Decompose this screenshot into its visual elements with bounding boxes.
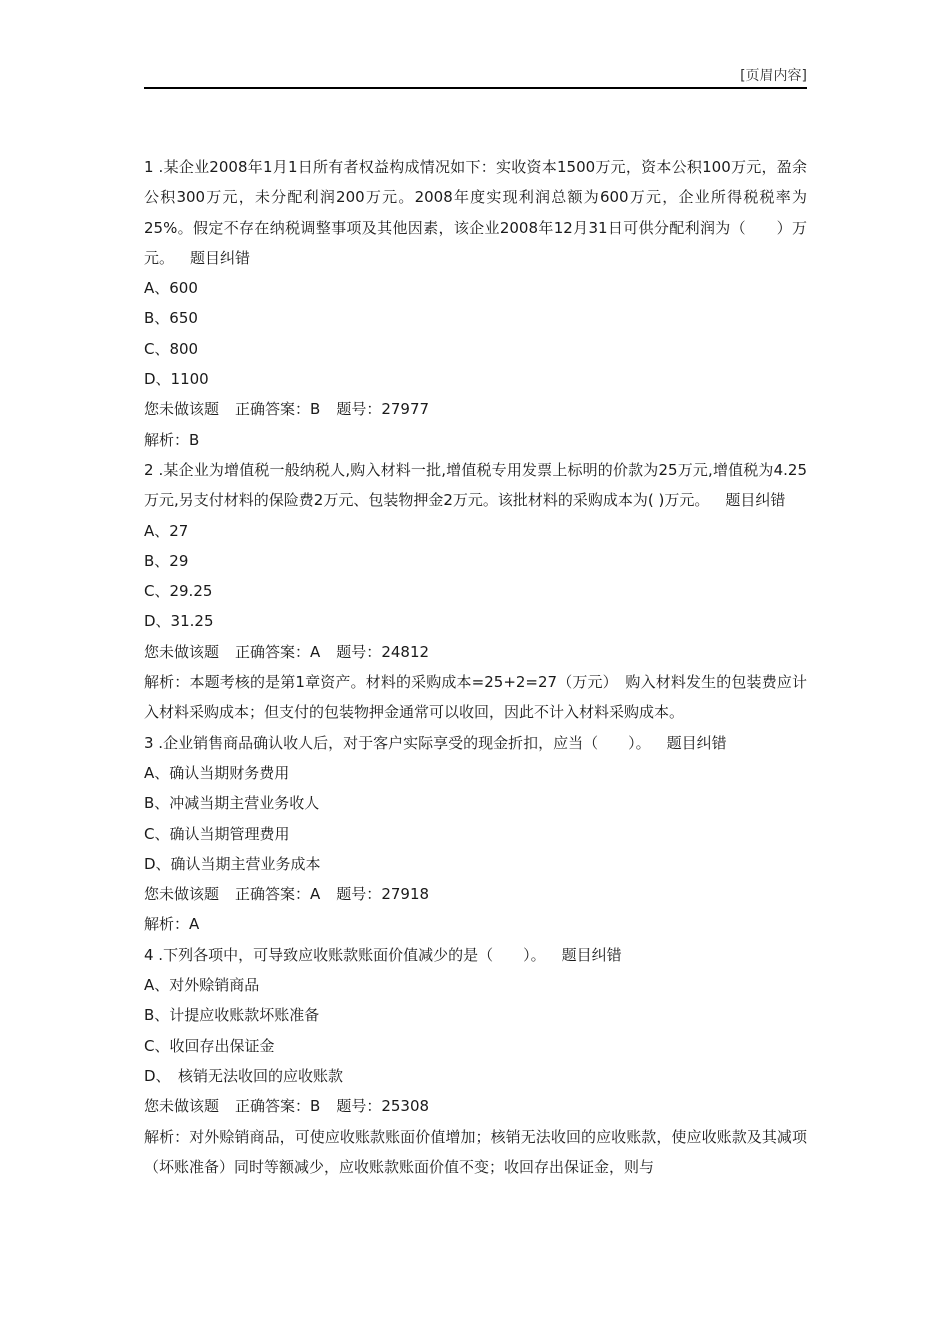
question-1 xyxy=(144,152,807,455)
question-stem: 2 .某企业为增值税一般纳税人,购入材料一批,增值税专用发票上标明的价款为25万元,增值税为4.25万元,另支付材料的保险费2万元、包装物押金2万元。该批材料的采购成本为( )万元。 xyxy=(144,460,807,510)
analysis-text: 本题考核的是第1章资产。材料的采购成本=25+2=27（万元） 购入材料发生的包装费应计入材料采购成本；但支付的包装物押金通常可以收回，因此不计入材料采购成本。 xyxy=(144,673,807,722)
answer-line xyxy=(144,637,807,667)
question-stem: 1 .某企业2008年1月1日所有者权益构成情况如下：实收资本1500万元，资本公积100万元，盈余公积300万元，未分配利润200万元。2008年度实现利润总额为600万元，企业所得税税率为25%。假定不存在纳税调整事项及其他因素，该企业2008年12月31日可供分配利润为（ ）万元。 xyxy=(144,158,807,267)
report-error-link[interactable]: 题目纠错 xyxy=(561,945,622,964)
question-number-label: 题号： xyxy=(336,885,382,904)
option-d: D、确认当期主营业务成本 xyxy=(144,854,321,873)
not-done-label: 您未做该题 xyxy=(144,400,220,419)
option-a: A、对外赊销商品 xyxy=(144,976,260,995)
page-header: [页眉内容] xyxy=(740,68,807,84)
analysis-label: 解析： xyxy=(144,430,190,449)
question-number-value: 24812 xyxy=(381,642,430,661)
answer-line xyxy=(144,1091,807,1121)
analysis-line xyxy=(144,909,807,939)
analysis-label: 解析： xyxy=(144,915,190,934)
correct-answer-value: A xyxy=(310,642,321,661)
question-number-label: 题号： xyxy=(336,400,382,419)
option-c: C、收回存出保证金 xyxy=(144,1036,275,1055)
question-number-label: 题号： xyxy=(336,642,382,661)
option-c: C、800 xyxy=(144,339,199,358)
analysis-text: 对外赊销商品，可使应收账款账面价值增加；核销无法收回的应收账款，使应收账款及其减项（坏账准备）同时等额减少，应收账款账面价值不变；收回存出保证金，则与 xyxy=(144,1127,807,1176)
option-d: D、1100 xyxy=(144,370,209,389)
option-b: B、650 xyxy=(144,309,198,328)
correct-answer-label: 正确答案： xyxy=(235,642,311,661)
answer-line xyxy=(144,879,807,909)
correct-answer-value: A xyxy=(310,885,321,904)
analysis-line xyxy=(144,1122,807,1183)
analysis-line xyxy=(144,425,807,455)
report-error-link[interactable]: 题目纠错 xyxy=(666,733,727,752)
question-stem: 4 .下列各项中，可导致应收账款账面价值减少的是（ ）。 xyxy=(144,945,546,964)
question-text xyxy=(144,152,807,273)
question-text xyxy=(144,455,807,516)
question-text xyxy=(144,940,807,970)
answer-line xyxy=(144,394,807,424)
analysis-label: 解析： xyxy=(144,1127,190,1146)
question-4 xyxy=(144,940,807,1182)
question-list xyxy=(144,152,807,1182)
report-error-link[interactable]: 题目纠错 xyxy=(190,248,251,267)
analysis-text: B xyxy=(189,430,200,449)
correct-answer-label: 正确答案： xyxy=(235,1097,311,1116)
question-2 xyxy=(144,455,807,728)
report-error-link[interactable]: 题目纠错 xyxy=(725,491,786,510)
not-done-label: 您未做该题 xyxy=(144,885,220,904)
analysis-text: A xyxy=(189,915,200,934)
analysis-label: 解析： xyxy=(144,673,190,692)
option-a: A、600 xyxy=(144,279,198,298)
option-c: C、确认当期管理费用 xyxy=(144,824,290,843)
option-c: C、29.25 xyxy=(144,582,213,601)
question-3 xyxy=(144,728,807,940)
not-done-label: 您未做该题 xyxy=(144,642,220,661)
question-text xyxy=(144,728,807,758)
option-d: D、31.25 xyxy=(144,612,214,631)
option-d: D、 核销无法收回的应收账款 xyxy=(144,1066,344,1085)
option-a: A、确认当期财务费用 xyxy=(144,763,290,782)
correct-answer-label: 正确答案： xyxy=(235,400,311,419)
question-number-value: 27977 xyxy=(381,400,430,419)
option-b: B、冲减当期主营业务收人 xyxy=(144,794,320,813)
question-number-value: 27918 xyxy=(381,885,430,904)
correct-answer-label: 正确答案： xyxy=(235,885,311,904)
question-number-value: 25308 xyxy=(381,1097,430,1116)
correct-answer-value: B xyxy=(310,400,321,419)
option-b: B、计提应收账款坏账准备 xyxy=(144,1006,320,1025)
question-stem: 3 .企业销售商品确认收人后，对于客户实际享受的现金折扣，应当（ ）。 xyxy=(144,733,651,752)
correct-answer-value: B xyxy=(310,1097,321,1116)
header-rule xyxy=(144,87,807,89)
question-number-label: 题号： xyxy=(336,1097,382,1116)
option-a: A、27 xyxy=(144,521,189,540)
analysis-line xyxy=(144,667,807,728)
not-done-label: 您未做该题 xyxy=(144,1097,220,1116)
option-b: B、29 xyxy=(144,551,189,570)
